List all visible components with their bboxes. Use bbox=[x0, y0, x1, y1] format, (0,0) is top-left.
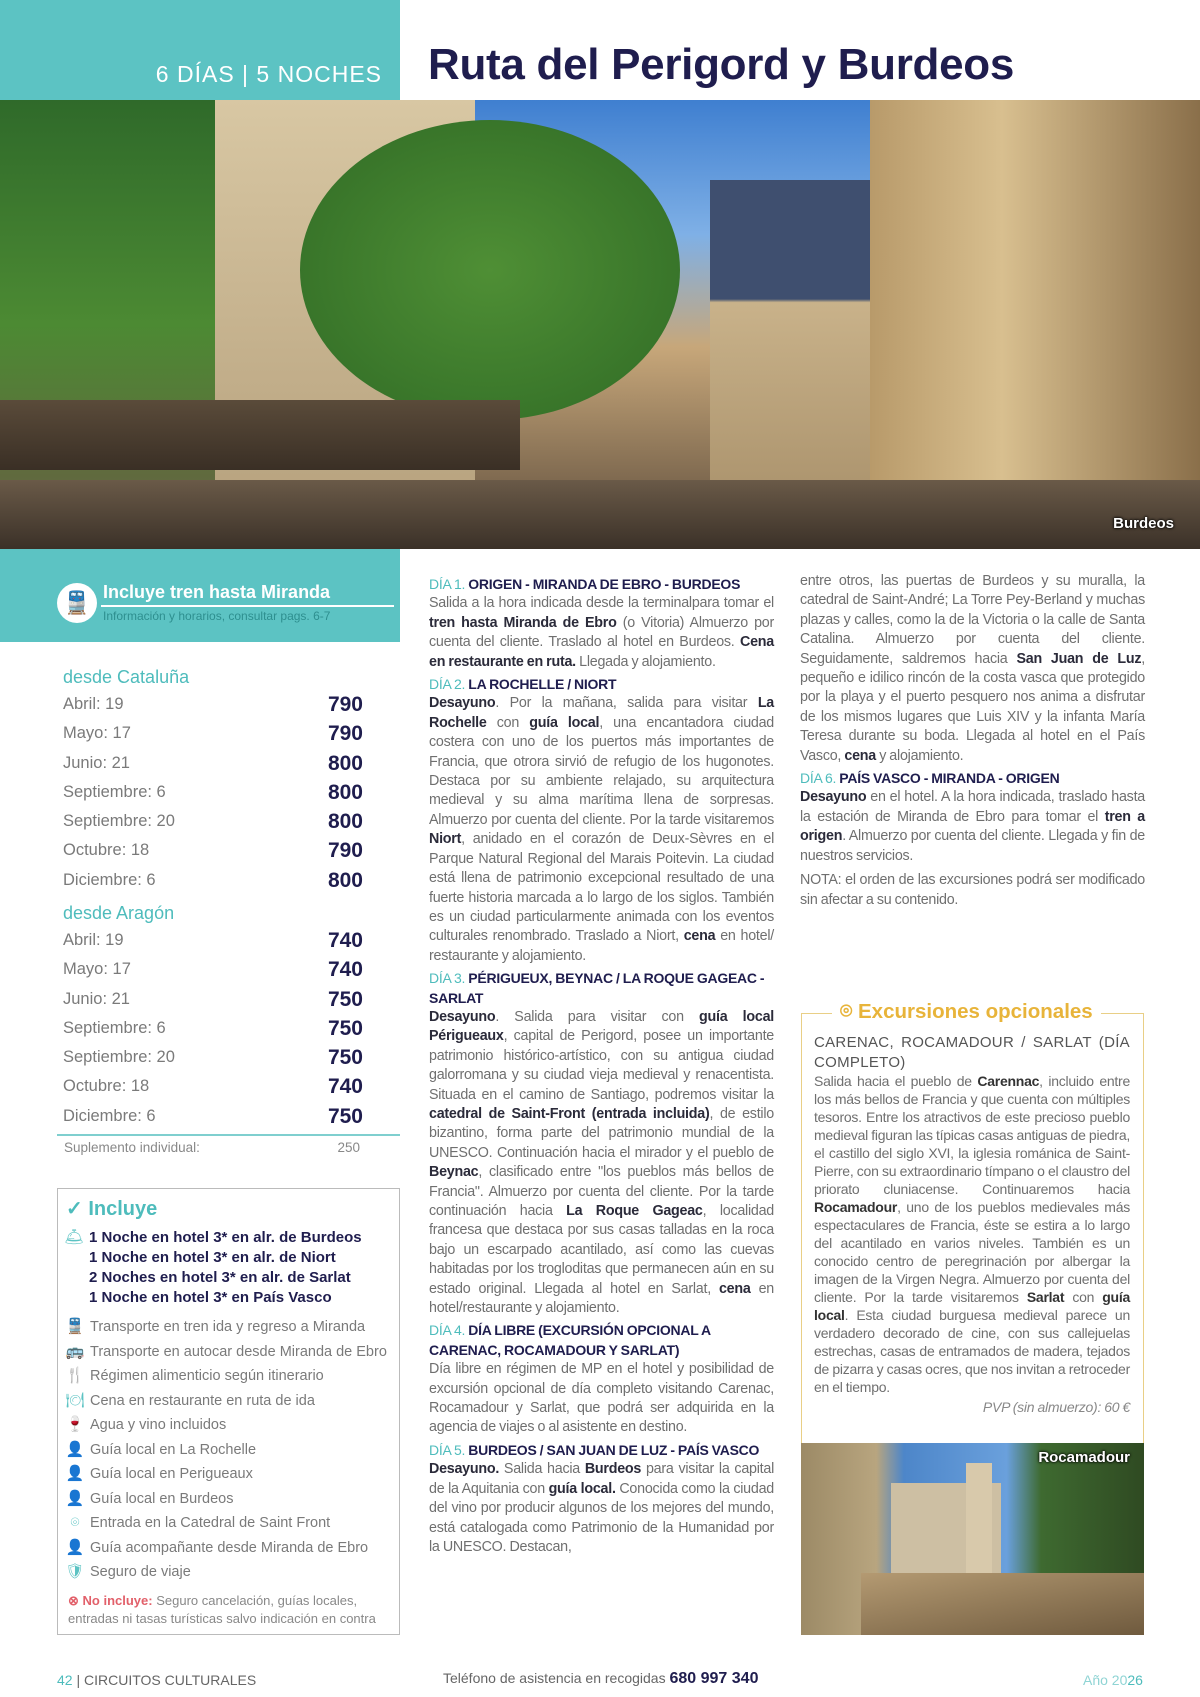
departure-date: Diciembre: 6 bbox=[63, 870, 156, 889]
departure-date: Junio: 21 bbox=[63, 989, 130, 1008]
day-heading bbox=[429, 575, 774, 594]
includes-title: Incluye bbox=[88, 1198, 158, 1220]
bold-text: cena bbox=[683, 928, 716, 945]
supplement-value: 250 bbox=[337, 1140, 360, 1155]
price: 800 bbox=[327, 810, 363, 834]
day-number: DÍA 1. bbox=[429, 576, 466, 592]
bold-text: Beynac bbox=[429, 1164, 479, 1181]
text: . Por la mañana, salida para visitar bbox=[495, 695, 758, 712]
departure-date: Abril: 19 bbox=[63, 931, 124, 949]
photo-caption: Rocamadour bbox=[1038, 1449, 1130, 1466]
include-item bbox=[64, 1413, 226, 1438]
day-heading bbox=[429, 1321, 774, 1360]
price: 790 bbox=[327, 693, 363, 716]
guide-icon: 👤 bbox=[65, 1440, 85, 1458]
day-heading bbox=[429, 675, 774, 694]
include-text: Cena en restaurante en ruta de ida bbox=[90, 1392, 315, 1409]
day-text bbox=[800, 788, 1145, 866]
include-item bbox=[64, 1389, 315, 1414]
day-text bbox=[429, 1460, 774, 1557]
bold-text: Desayuno. bbox=[429, 1461, 500, 1478]
include-text: Transporte en tren ida y regreso a Miranda bbox=[90, 1319, 366, 1335]
text: , de estilo bizantino, forma parte del patrimonio mundial de la UNESCO. Continuación hacia el mirador y el pueblo de bbox=[429, 1105, 774, 1161]
text: en el hotel. A la hora indicada, traslado hasta la estación de Miranda de Ebro para tomar el bbox=[800, 789, 1145, 825]
bold-text: Burdeos bbox=[584, 1461, 642, 1478]
price-row bbox=[63, 749, 363, 778]
text: NOTA: el orden de las excursiones podrá ser modificado sin afectar a su contenido. bbox=[800, 872, 1145, 908]
text: , anidado en el corazón de Deux-Sèvres en el Parque Natural Regional del Marais Poitevin. La ciudad está llena de patrimonio excepcional resultado de una fuerte historia marcada a lo largo de los siglos. También es un ciudad particularmente animada con los eventos culturales renombrado. Traslado a Niort, bbox=[429, 831, 774, 945]
bus-icon: 🚌 bbox=[65, 1342, 85, 1360]
tree-center bbox=[300, 120, 680, 420]
bold-text: Rocamadour bbox=[814, 1199, 898, 1215]
shield-icon: 🛡 bbox=[65, 1563, 85, 1580]
day-title: PAÍS VASCO - MIRANDA - ORIGEN bbox=[839, 770, 1060, 787]
train-icon: 🚆 bbox=[65, 1318, 85, 1335]
text: en hotel/ restaurante y alojamiento. bbox=[429, 928, 774, 964]
cutlery-icon: 🍴 bbox=[65, 1367, 85, 1384]
footer-section bbox=[57, 1672, 256, 1688]
excursion-price: PVP (sin almuerzo): 60 € bbox=[982, 1399, 1130, 1415]
include-text: Seguro de viaje bbox=[90, 1564, 191, 1580]
excursions-heading bbox=[832, 1000, 1101, 1024]
price-row bbox=[63, 926, 363, 955]
price: 750 bbox=[327, 987, 363, 1011]
price-row bbox=[63, 807, 363, 836]
supplement-row bbox=[64, 1140, 360, 1155]
text: con bbox=[486, 714, 530, 731]
price-row bbox=[63, 836, 363, 865]
text: Día libre en régimen de MP en el hotel y posibilidad de excursión opcional de día completo visitando Carenac, Rocamadour y Sarlat, que podrá ser adquirida en la agencia de viajes o al asistente en destino. bbox=[429, 1361, 774, 1436]
day-title: LA ROCHELLE / NIORT bbox=[468, 676, 617, 693]
include-item bbox=[64, 1560, 191, 1585]
departure-date: Diciembre: 6 bbox=[63, 1106, 156, 1125]
day-text bbox=[429, 594, 774, 672]
day-title: ORIGEN - MIRANDA DE EBRO - BURDEOS bbox=[468, 576, 741, 592]
hotel-item: 1 Noche en hotel 3* en alr. de Burdeos bbox=[89, 1229, 362, 1246]
year-prefix: Año 20 bbox=[1083, 1672, 1128, 1688]
bold-text: Cena en restaurante en ruta. bbox=[429, 634, 774, 670]
bold-text: La Rochelle bbox=[429, 695, 774, 731]
guide-icon: 👤 bbox=[65, 1465, 85, 1482]
price: 740 bbox=[327, 1075, 363, 1099]
include-item bbox=[64, 1315, 365, 1340]
include-item bbox=[64, 1462, 253, 1487]
not-included-label: No incluye: bbox=[82, 1593, 153, 1608]
text: Conocida como la ciudad del vino por producir algunos de los mejores del mundo, está catalogada como Patrimonio de la Humanidad por la UNESCO. Destacan, bbox=[429, 1480, 774, 1555]
day-number: DÍA 2. bbox=[429, 676, 466, 693]
bold-text: tren a origen bbox=[800, 808, 1145, 845]
include-text: Entrada en la Catedral de Saint Front bbox=[90, 1515, 331, 1531]
page-number: 42 bbox=[57, 1672, 73, 1688]
day-text bbox=[800, 871, 1145, 910]
check-icon: ✓ bbox=[66, 1198, 89, 1220]
price: 750 bbox=[327, 1016, 363, 1040]
price-table-aragon bbox=[63, 901, 363, 1131]
excursion-body bbox=[814, 1033, 1130, 1416]
bold-text: guía local bbox=[529, 714, 600, 731]
divider bbox=[101, 605, 394, 607]
bold-text: Desayuno bbox=[800, 789, 867, 806]
include-text: Agua y vino incluidos bbox=[90, 1417, 227, 1433]
phone-label: Teléfono de asistencia en recogidas bbox=[443, 1670, 666, 1686]
price: 740 bbox=[327, 929, 363, 952]
text: , capital de Perigord, posee un importante patrimonio histórico-artístico, con su antigua ciudad galorromana y su ciudad vieja medieval y renacentista. Situada en el camino de Santiago, podremos visitar la bbox=[429, 1028, 774, 1103]
departure-date: Junio: 21 bbox=[63, 753, 130, 772]
day-title: DÍA LIBRE (EXCURSIÓN OPCIONAL A CARENAC, ROCAMADOUR Y SARLAT) bbox=[429, 1322, 711, 1358]
text: y alojamiento. bbox=[875, 747, 964, 764]
include-item bbox=[64, 1511, 330, 1536]
phone-number[interactable]: 680 997 340 bbox=[669, 1670, 759, 1687]
day-text bbox=[800, 572, 1145, 766]
include-text: Guía local en La Rochelle bbox=[90, 1441, 257, 1458]
price-group-label: desde Cataluña bbox=[63, 667, 190, 687]
text: en hotel/restaurante y alojamiento. bbox=[429, 1280, 774, 1317]
text: , localidad francesa que destaca por sus casas talladas en la roca bajo un escarpado acantilado, así como las cuevas habitadas por los trogloditas que permanecen aún en su estado original. Llegada al hotel en Sarlat, bbox=[429, 1203, 775, 1297]
price-table-cataluna bbox=[63, 665, 363, 895]
departure-date: Mayo: 17 bbox=[63, 960, 131, 979]
text: Salida a la hora indicada desde la terminalpara tomar el bbox=[429, 595, 774, 612]
price: 740 bbox=[327, 958, 363, 982]
price: 800 bbox=[327, 868, 363, 892]
includes-heading bbox=[66, 1196, 157, 1221]
day-text bbox=[429, 1360, 774, 1438]
bold-text: Sarlat bbox=[1026, 1289, 1065, 1305]
price-row bbox=[63, 955, 363, 984]
text: (o Vitoria) Almuerzo por cuenta del cliente. Traslado al hotel en Burdeos. bbox=[429, 614, 775, 651]
x-circle-icon: ⊗ bbox=[68, 1593, 83, 1608]
grosse-cloche-gate bbox=[710, 180, 880, 520]
map-pin-icon: ⌾ bbox=[840, 1000, 858, 1023]
text: . Salida para visitar con bbox=[495, 1008, 700, 1025]
hotel-item: 2 Noches en hotel 3* en alr. de Sarlat bbox=[89, 1269, 351, 1286]
day-heading bbox=[429, 969, 774, 1008]
day-title: BURDEOS / SAN JUAN DE LUZ - PAÍS VASCO bbox=[468, 1441, 760, 1458]
bold-text: guía local. bbox=[548, 1480, 616, 1497]
footer-year bbox=[1083, 1672, 1143, 1688]
text: con bbox=[1064, 1289, 1103, 1305]
guide-icon: 👤 bbox=[65, 1489, 85, 1507]
price-row bbox=[63, 719, 363, 748]
departure-date: Octubre: 18 bbox=[63, 841, 150, 860]
footer-phone bbox=[443, 1670, 758, 1688]
price-row bbox=[63, 1043, 363, 1072]
include-item bbox=[64, 1364, 324, 1389]
price-row bbox=[63, 1072, 363, 1101]
text: Salida hacia el pueblo de bbox=[814, 1073, 978, 1089]
price: 750 bbox=[327, 1046, 363, 1070]
price-row bbox=[63, 690, 363, 719]
price: 800 bbox=[327, 751, 363, 775]
day-heading bbox=[429, 1441, 774, 1460]
bold-text: Carennac bbox=[977, 1073, 1040, 1089]
price-row bbox=[63, 1102, 363, 1131]
bold-text: San Juan de Luz bbox=[1016, 650, 1142, 667]
include-text: Guía acompañante desde Miranda de Ebro bbox=[90, 1539, 369, 1556]
price: 790 bbox=[327, 839, 363, 863]
text: , uno de los pueblos medievales más espectaculares de Francia, éste se estira a lo largo del acantilado en varios niveles. También es un conocido centro de peregrinación por albergar la imagen de la Virgen Negra. Almuerzo por cuenta del cliente. Por la tarde visitaremos bbox=[814, 1199, 1130, 1305]
bold-text: cena bbox=[718, 1280, 751, 1297]
departure-date: Abril: 19 bbox=[63, 695, 124, 713]
duration-band bbox=[0, 0, 400, 100]
text: Llegada y alojamiento. bbox=[575, 653, 716, 670]
bold-text: Desayuno bbox=[429, 695, 496, 712]
price-row bbox=[63, 1014, 363, 1043]
hotel-item: 1 Noche en hotel 3* en alr. de Niort bbox=[89, 1249, 336, 1266]
plate-icon: 🍽 bbox=[65, 1391, 85, 1409]
not-included bbox=[68, 1592, 396, 1628]
price-row bbox=[63, 985, 363, 1014]
include-item bbox=[64, 1536, 368, 1561]
bold-text: catedral de Saint-Front (entrada incluida) bbox=[429, 1105, 710, 1122]
text: . Almuerzo por cuenta del cliente. Llegada y fin de nuestros servicios. bbox=[800, 828, 1145, 864]
text: entre otros, las puertas de Burdeos y su muralla, la catedral de Saint-André; La Torre Pey-Berland y muchas plazas y calles, como la de la Victoria o la calle de Santa Catalina. Almuerzo por cuenta del cliente. Seguidamente, saldremos hacia bbox=[800, 573, 1145, 667]
bold-text: Niort bbox=[429, 831, 462, 848]
square-crowd bbox=[0, 480, 1200, 549]
photo-caption: Burdeos bbox=[1113, 515, 1174, 532]
supplement-label: Suplemento individual: bbox=[64, 1140, 200, 1155]
castle-tower bbox=[966, 1463, 992, 1583]
day-number: DÍA 5. bbox=[429, 1441, 466, 1458]
bold-text: tren hasta Miranda de Ebro bbox=[429, 614, 617, 631]
train-subtitle: Información y horarios, consultar pags. 6-7 bbox=[103, 609, 331, 623]
bold-text: cena bbox=[844, 747, 876, 764]
include-text: Guía local en Perigueaux bbox=[90, 1466, 253, 1482]
day-heading bbox=[800, 769, 1145, 788]
burdeos-photo bbox=[0, 100, 1200, 549]
price-row bbox=[63, 778, 363, 807]
text: , pequeño e idilico rincón de la costa vasca que protegido por la playa y el puerto pesquero nos anima a disfrutar de los mismos lugares que Luis XIV y la infanta María Teresa durante su boda. Llegada al hotel en el País Vasco, bbox=[800, 650, 1145, 764]
text: para visitar la capital de la Aquitania con bbox=[429, 1461, 774, 1497]
day-text bbox=[429, 694, 774, 966]
excursion-text bbox=[814, 1072, 1130, 1396]
departure-date: Septiembre: 6 bbox=[63, 1018, 166, 1037]
itinerary-column-2 bbox=[800, 572, 1145, 910]
day-number: DÍA 3. bbox=[429, 970, 466, 987]
departure-date: Mayo: 17 bbox=[63, 724, 131, 743]
rocamadour-photo bbox=[801, 1443, 1144, 1635]
day-text bbox=[429, 1008, 774, 1319]
train-icon: 🚆 bbox=[57, 583, 97, 623]
text: Salida hacia bbox=[499, 1461, 585, 1478]
itinerary-column-1 bbox=[429, 572, 774, 1557]
hotel-bell-icon: 🛎 bbox=[64, 1229, 85, 1246]
text: . Esta ciudad burguesa medieval parece un verdadero decorado de cine, con sus callejuelas estrechas, casas de entramados de madera, tejados de pizarra y casas ocres, que nos invitan a retroceder en el tiempo. bbox=[814, 1307, 1130, 1395]
include-text: Guía local en Burdeos bbox=[90, 1490, 234, 1507]
section-name: | CIRCUITOS CULTURALES bbox=[76, 1672, 257, 1688]
price: 790 bbox=[327, 722, 363, 746]
day-number: DÍA 4. bbox=[429, 1322, 466, 1339]
bold-text: Desayuno bbox=[429, 1008, 496, 1025]
hotel-item: 1 Noche en hotel 3* en País Vasco bbox=[89, 1289, 332, 1306]
price-group-label: desde Aragón bbox=[63, 903, 175, 923]
bold-text: La Roque Gageac bbox=[566, 1203, 703, 1219]
excursions-title: Excursiones opcionales bbox=[858, 1000, 1093, 1023]
duration: 6 DÍAS | 5 NOCHES bbox=[155, 61, 382, 87]
price-row bbox=[63, 866, 363, 895]
day-title: PÉRIGUEUX, BEYNAC / LA ROQUE GAGEAC - SARLAT bbox=[429, 970, 765, 1006]
year-suffix: 26 bbox=[1127, 1672, 1143, 1688]
departure-date: Septiembre: 20 bbox=[63, 1048, 175, 1067]
price: 750 bbox=[327, 1104, 363, 1128]
text: , una encantadora ciudad costera con uno de los puertos más importantes de Francia, que otrora sirvió de refugio de los hugonotes. Destaca por su ambiente relajado, su arquitectura medieval y su alma marítima llena de sorpresas. Almuerzo por cuenta del cliente. Por la tarde visitaremos bbox=[429, 714, 774, 828]
include-text: Régimen alimenticio según itinerario bbox=[90, 1368, 324, 1384]
day-number: DÍA 6. bbox=[800, 770, 837, 787]
guide-icon: 👤 bbox=[65, 1538, 85, 1556]
include-item bbox=[64, 1438, 256, 1463]
departure-date: Septiembre: 20 bbox=[63, 812, 175, 831]
divider bbox=[57, 1134, 400, 1136]
excursion-subtitle: CARENAC, ROCAMADOUR / SARLAT (DÍA COMPLETO) bbox=[814, 1034, 1130, 1071]
include-item bbox=[64, 1487, 233, 1512]
map-pin-icon: ⌾ bbox=[70, 1514, 80, 1531]
text: , incluido entre los más bellos de Francia y que cuenta con múltiples tesoros. Entre los atractivos de este precioso pueblo medieval figuran las típicas casas antiguas de piedra, el castillo del siglo XVI, la iglesia románica de Saint-Pierre, con su extraordinario tímpano o el claustro del priorato cluniacense. Continuaremos hacia bbox=[814, 1073, 1131, 1197]
page-title: Ruta del Perigord y Burdeos bbox=[428, 40, 1015, 89]
cafe-umbrellas bbox=[0, 400, 520, 470]
terrace bbox=[861, 1573, 1144, 1635]
price: 800 bbox=[327, 780, 363, 804]
include-item bbox=[64, 1340, 387, 1365]
departure-date: Octubre: 18 bbox=[63, 1077, 150, 1096]
include-text: Transporte en autocar desde Miranda de Ebro bbox=[90, 1343, 387, 1360]
bold-text: guía local Périgueaux bbox=[429, 1008, 774, 1045]
not-included-text: Seguro cancelación, guías locales, entradas ni tasas turísticas salvo indicación en contra bbox=[68, 1593, 376, 1626]
text: , clasificado entre "los pueblos más bellos de Francia". Almuerzo por cuenta del cliente. Por la tarde continuación hacia bbox=[429, 1164, 774, 1219]
departure-date: Septiembre: 6 bbox=[63, 782, 166, 801]
train-title: Incluye tren hasta Miranda bbox=[103, 582, 331, 602]
wine-glass-icon: 🍷 bbox=[65, 1416, 85, 1433]
bold-text: guía local bbox=[814, 1289, 1130, 1323]
